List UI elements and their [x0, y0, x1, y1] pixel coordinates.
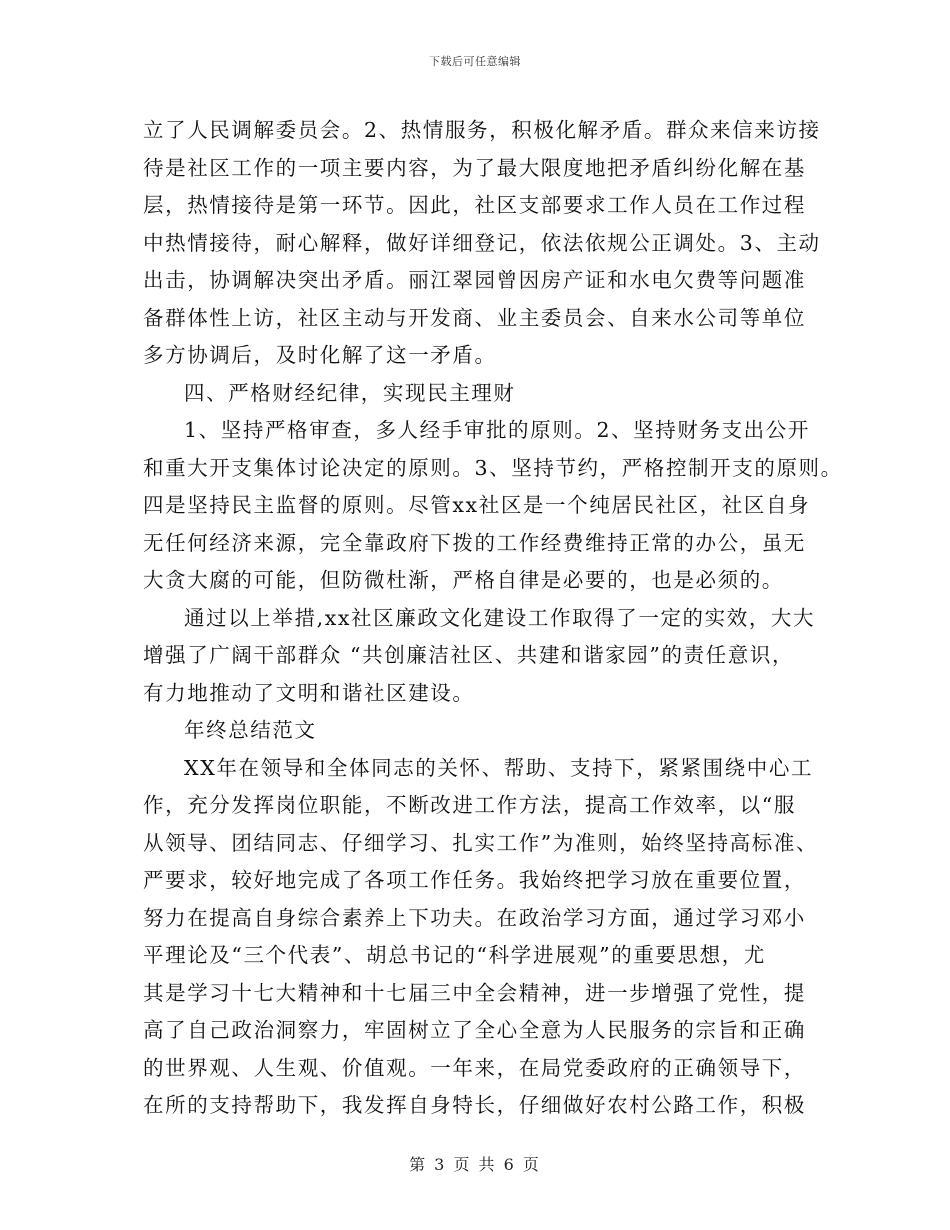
text-line: 从领导、团结同志、仔细学习、扎实工作”为准则，始终坚持高标准、 — [143, 830, 819, 855]
text-line: 平理论及“三个代表”、胡总书记的“科学进展观”的重要思想，尤 — [143, 943, 766, 967]
text-line: 的世界观、人生观、价值观。一年来，在局党委政府的正确领导下， — [143, 1055, 806, 1080]
text-line: 1、坚持严格审查，多人经手审批的原则。2、坚持财务支出公开 — [184, 418, 810, 442]
text-line: 增强了广阔干部群众 “共创廉洁社区、共建和谐家园”的责任意识， — [143, 643, 795, 667]
text-line: 高了自己政治洞察力，牢固树立了全心全意为人民服务的宗旨和正确 — [143, 1018, 806, 1042]
text-line: 和重大开支集体讨论决定的原则。3、坚持节约，严格控制开支的原则。 — [143, 455, 843, 480]
text-line: 中热情接待，耐心解释，做好详细登记，依法依规公正调处。3、主动 — [143, 230, 821, 255]
text-line: 有力地推动了文明和谐社区建设。 — [143, 680, 475, 705]
section-heading: 年终总结范文 — [184, 718, 317, 742]
text-line: 立了人民调解委员会。2、热情服务，积极化解矛盾。群众来信来访接 — [143, 118, 821, 142]
text-line: 在所的支持帮助下，我发挥自身特长，仔细做好农村公路工作，积极 — [143, 1093, 806, 1117]
text-line: 出击，协调解决突出矛盾。丽江翠园曾因房产证和水电欠费等问题准 — [143, 268, 806, 292]
page-header-note: 下载后可任意编辑 — [429, 55, 521, 68]
text-line: 四是坚持民主监督的原则。尽管xx社区是一个纯居民社区，社区自身 — [143, 493, 811, 517]
page-number-footer: 第 3 页 共 6 页 — [409, 1155, 541, 1174]
document-body — [143, 112, 843, 1125]
text-line: XX年在领导和全体同志的关怀、帮助、支持下，紧紧围绕中心工 — [184, 755, 814, 780]
text-line: 努力在提高自身综合素养上下功夫。在政治学习方面，通过学习邓小 — [143, 905, 806, 930]
text-line: 多方协调后，及时化解了这一矛盾。 — [143, 343, 497, 367]
text-line: 大贪大腐的可能，但防微杜渐，严格自律是必要的，也是必须的。 — [143, 568, 784, 592]
text-line: 作，充分发挥岗位职能，不断改进工作方法，提高工作效率，以“服 — [143, 793, 796, 817]
text-line: 待是社区工作的一项主要内容，为了最大限度地把矛盾纠纷化解在基 — [143, 155, 806, 180]
text-line: 备群体性上访，社区主动与开发商、业主委员会、自来水公司等单位 — [143, 305, 806, 330]
text-line: 其是学习十七大精神和十七届三中全会精神，进一步增强了党性，提 — [143, 980, 806, 1005]
text-line: 严要求，较好地完成了各项工作任务。我始终把学习放在重要位置， — [143, 868, 806, 892]
text-line: 无任何经济来源，完全靠政府下拨的工作经费维持正常的办公，虽无 — [143, 530, 806, 555]
section-heading: 四、严格财经纪律，实现民主理财 — [184, 380, 516, 405]
text-line: 层，热情接待是第一环节。因此，社区支部要求工作人员在工作过程 — [143, 193, 806, 217]
text-line: 通过以上举措,xx社区廉政文化建设工作取得了一定的实效，大大 — [184, 605, 816, 630]
